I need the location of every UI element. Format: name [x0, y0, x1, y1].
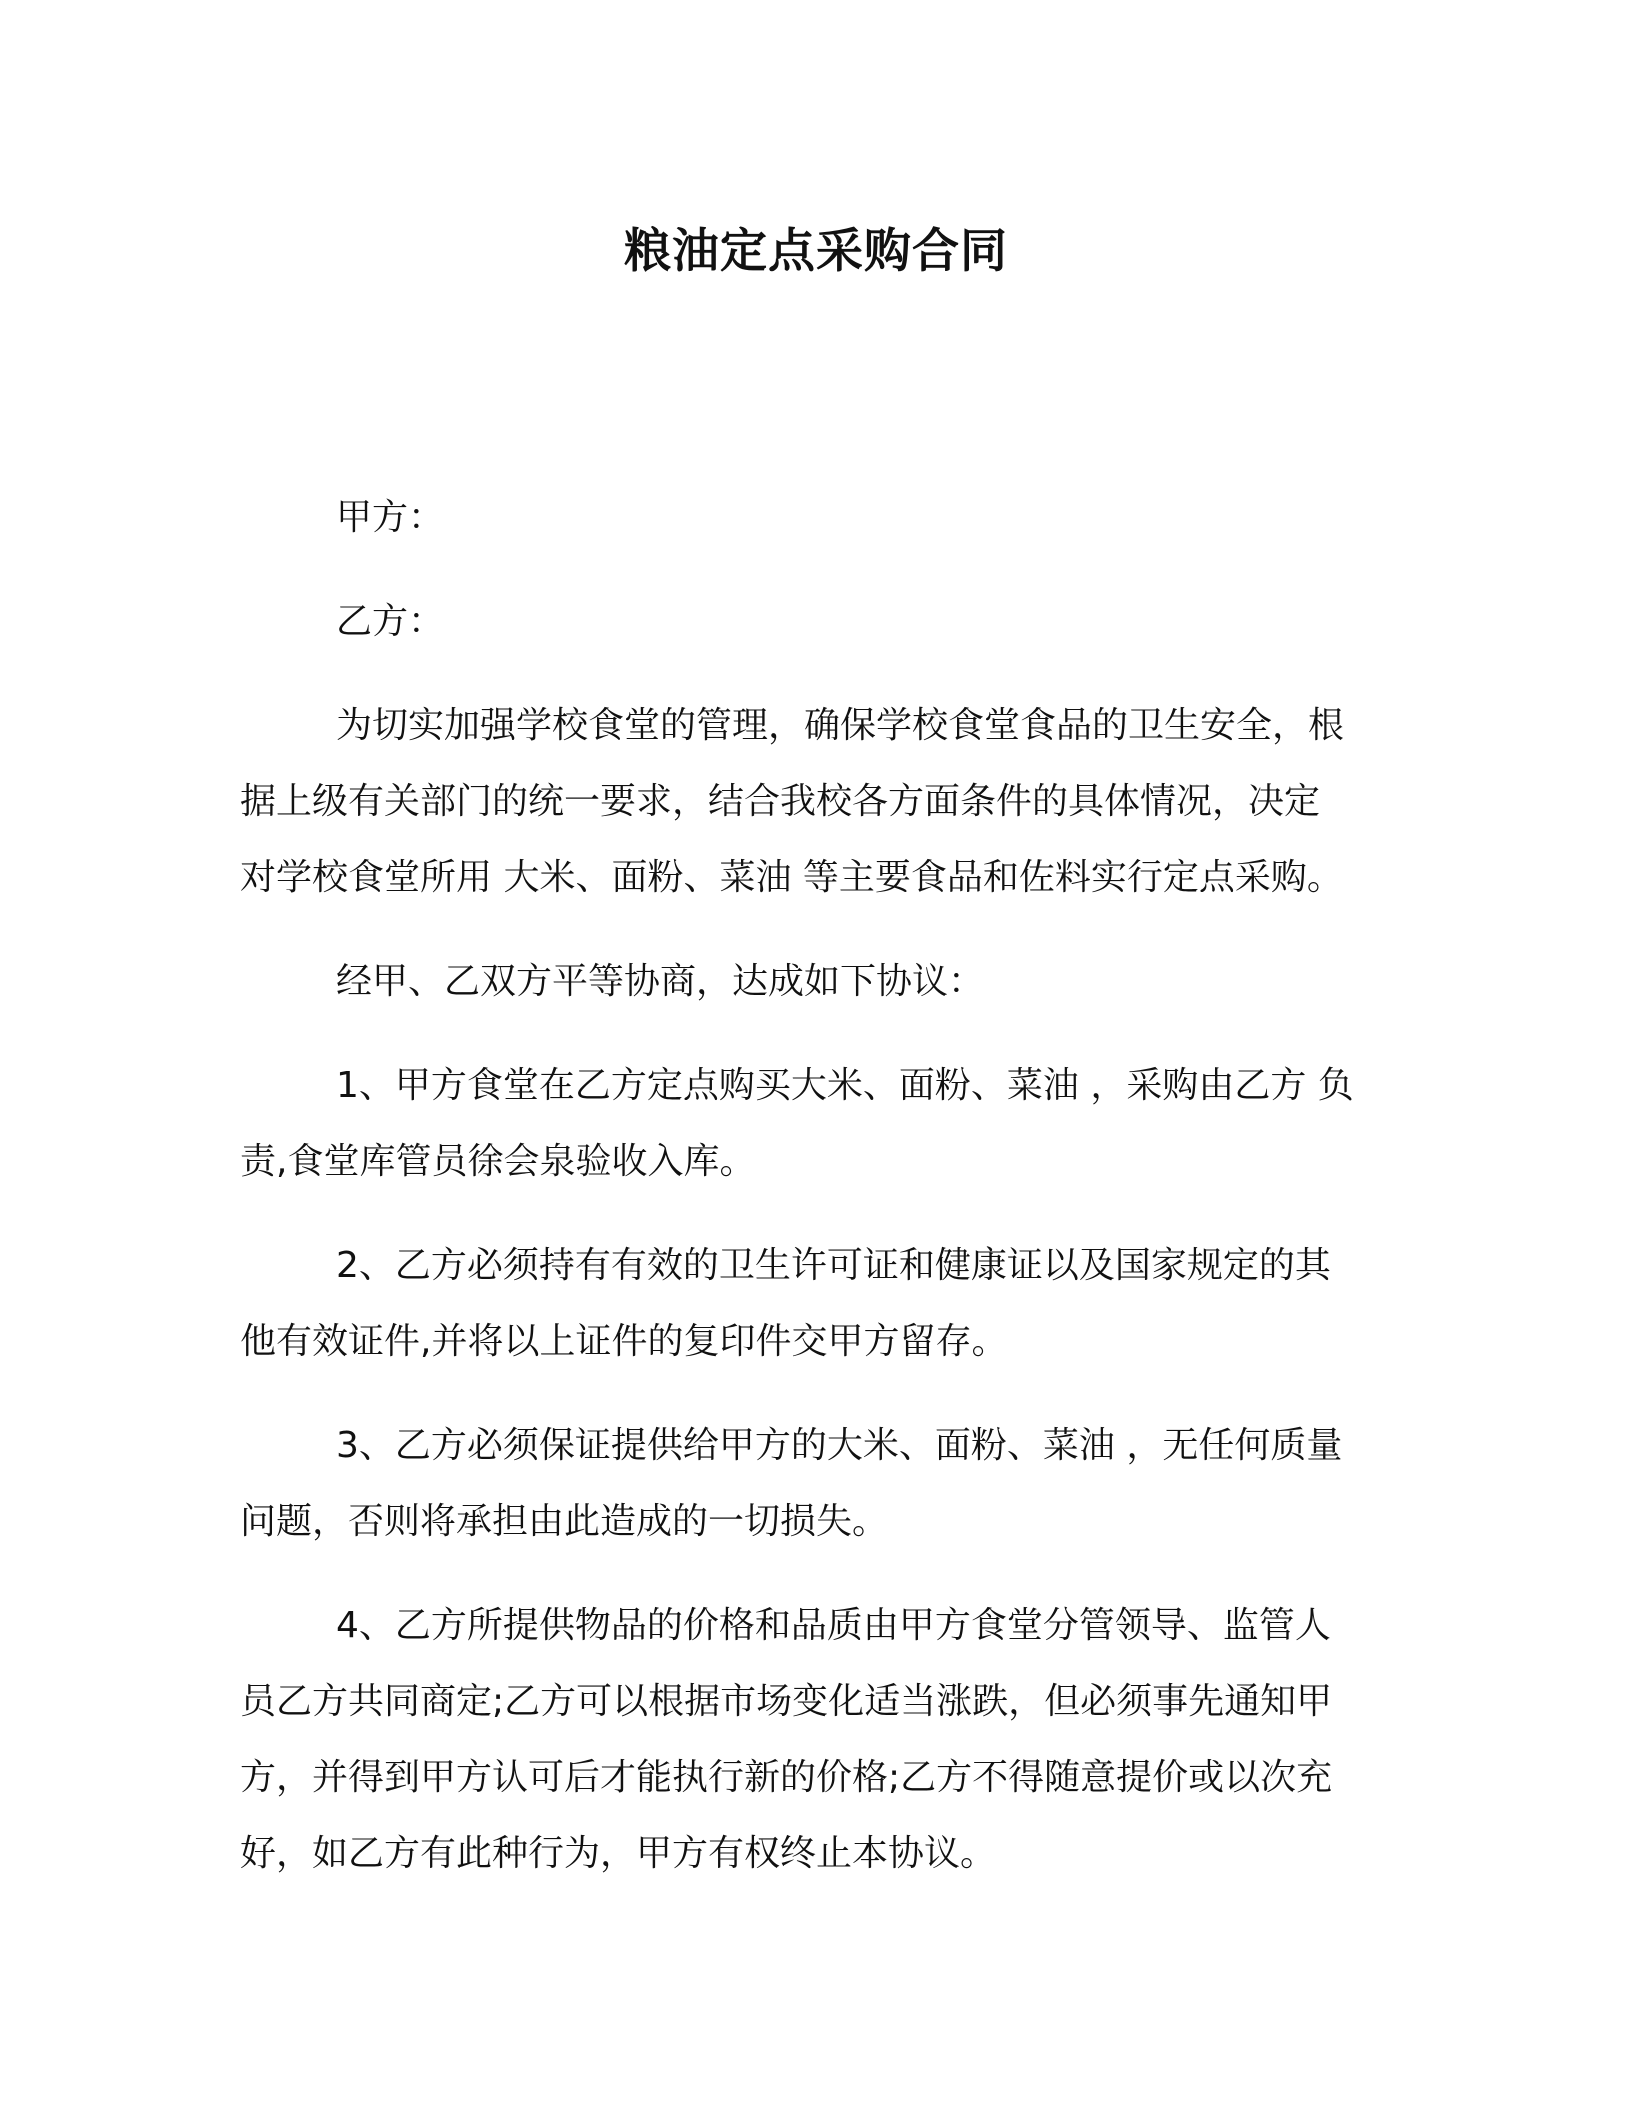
party-a-label: 甲方：	[336, 497, 445, 538]
clause-4-line: 方，并得到甲方认可后才能执行新的价格;乙方不得随意提价或以次充	[240, 1757, 1333, 1798]
clause-1-line: 1、甲方食堂在乙方定点购买大米、面粉、菜油 ，采购由乙方 负	[336, 1065, 1354, 1106]
clause-3-line: 3、乙方必须保证提供给甲方的大米、面粉、菜油 ，无任何质量	[336, 1425, 1343, 1466]
clause-4-line: 4、乙方所提供物品的价格和品质由甲方食堂分管领导、监管人	[336, 1605, 1331, 1646]
intro-line: 据上级有关部门的统一要求，结合我校各方面条件的具体情况，决定	[240, 781, 1321, 822]
clause-2-line: 2、乙方必须持有有效的卫生许可证和健康证以及国家规定的其	[336, 1245, 1331, 1286]
agreement-intro: 经甲、乙双方平等协商，达成如下协议：	[336, 961, 985, 1002]
intro-line: 为切实加强学校食堂的管理，确保学校食堂食品的卫生安全，根	[336, 705, 1345, 746]
intro-line: 对学校食堂所用 大米、面粉、菜油 等主要食品和佐料实行定点采购。	[240, 857, 1343, 898]
clause-4-line: 员乙方共同商定;乙方可以根据市场变化适当涨跌，但必须事先通知甲	[240, 1681, 1333, 1722]
document-title: 粮油定点采购合同	[624, 224, 1008, 279]
party-b-label: 乙方：	[336, 601, 445, 642]
clause-3-line: 问题，否则将承担由此造成的一切损失。	[240, 1501, 889, 1542]
clause-2-line: 他有效证件,并将以上证件的复印件交甲方留存。	[240, 1321, 1008, 1362]
clause-4-line: 好，如乙方有此种行为，甲方有权终止本协议。	[240, 1833, 997, 1874]
clause-1-line: 责,食堂库管员徐会泉验收入库。	[240, 1141, 756, 1182]
